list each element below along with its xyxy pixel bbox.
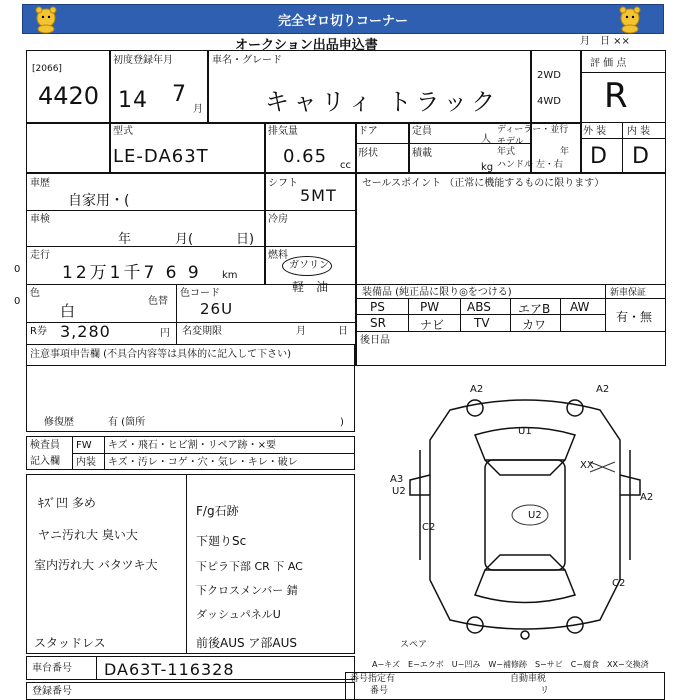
name-change-day: 日 bbox=[338, 326, 348, 337]
color-label: 色 bbox=[30, 288, 40, 299]
fuel-label: 燃料 bbox=[268, 250, 288, 261]
equip-navi: ナビ bbox=[420, 318, 445, 332]
color-code: 26U bbox=[200, 300, 234, 318]
interior-check-options: キズ・汚レ・コゲ・穴・気レ・キレ・破レ bbox=[108, 457, 298, 468]
diagram-mark-a2-top-right: A2 bbox=[596, 384, 610, 395]
model-value: LE-DA63T bbox=[113, 146, 209, 167]
remark-left-2: ヤニ汚れ大 臭い大 bbox=[38, 528, 138, 542]
sales-point-label: セールスポイント （正常に機能するものに限ります） bbox=[362, 178, 605, 189]
color-change-label: 色替 bbox=[148, 296, 168, 307]
recycle-value: 3,280 bbox=[60, 322, 111, 341]
drive-4wd: 4WD bbox=[537, 96, 561, 107]
inspection-month: 月( bbox=[175, 232, 194, 247]
reg-year: 14 bbox=[118, 88, 148, 113]
capacity-unit: 人 bbox=[481, 134, 491, 145]
equip-sr: SR bbox=[370, 316, 386, 330]
diagram-mark-u2-center: U2 bbox=[528, 510, 542, 521]
equip-airbag: エアB bbox=[518, 302, 551, 316]
top-banner bbox=[22, 4, 664, 34]
notes-label: 注意事項申告欄 (不具合内容等は具体的に記入して下さい) bbox=[30, 349, 291, 360]
remark-right-2: 下廻りSc bbox=[196, 534, 247, 548]
fw-label: FW bbox=[76, 440, 92, 451]
displacement-unit: cc bbox=[340, 160, 351, 171]
fuel-diesel: 軽 油 bbox=[292, 280, 329, 294]
car-damage-diagram bbox=[380, 380, 670, 650]
equip-ps: PS bbox=[370, 300, 385, 314]
car-name: キャリィ トラック bbox=[265, 88, 500, 116]
door-label: ドア bbox=[358, 126, 378, 137]
equip-leather: カワ bbox=[522, 318, 547, 332]
mileage-value: 12万1千7 6 9 bbox=[62, 263, 202, 283]
reg-month-unit: 月 bbox=[193, 104, 203, 115]
color-value: 白 bbox=[60, 302, 76, 320]
bottom-reg-label: 登録番号 bbox=[32, 686, 72, 697]
bottom-number-designated: 番号指定有 bbox=[350, 674, 396, 684]
diagram-mark-c2-right: C2 bbox=[612, 578, 626, 589]
inspection-label: 車検 bbox=[30, 214, 50, 225]
remark-right-5: ダッシュパネルU bbox=[196, 608, 281, 621]
load-unit: kg bbox=[481, 162, 494, 173]
use-value: 自家用・( bbox=[68, 193, 130, 209]
car-name-label: 車名・グレード bbox=[212, 55, 282, 66]
doc-title-date: 月 日 ×× bbox=[580, 36, 630, 47]
repair-history-label: 修復歴 bbox=[44, 417, 74, 428]
load-label: 積載 bbox=[412, 148, 432, 159]
color-code-label: 色コード bbox=[180, 288, 220, 299]
interior-label: 内 装 bbox=[627, 126, 651, 137]
shape-label: 形状 bbox=[358, 148, 378, 159]
mileage-margin-mark-1: 0 bbox=[14, 264, 21, 275]
diagram-mark-xx: XX bbox=[580, 460, 594, 471]
shift-label: シフト bbox=[268, 178, 298, 189]
fw-options: キズ・飛石・ヒビ割・リペア跡・×要 bbox=[108, 440, 276, 451]
studless-label: スタッドレス bbox=[34, 636, 106, 650]
banner-text: 完全ゼロ切りコーナー bbox=[277, 13, 408, 29]
equip-pw: PW bbox=[420, 300, 440, 314]
equip-abs: ABS bbox=[467, 300, 491, 314]
grade-label: 評 価 点 bbox=[590, 58, 627, 69]
diagram-mark-u2-left: U2 bbox=[392, 486, 406, 497]
lot-small-number: [2066] bbox=[32, 64, 62, 74]
damage-legend: A−キズ E−エクボ U−凹み W−補修跡 S−サビ C−腐食 XX−交換済 bbox=[372, 660, 649, 669]
mileage-unit: km bbox=[222, 270, 238, 281]
remark-right-4: 下クロスメンバー 錆 bbox=[196, 584, 298, 597]
diagram-mark-c2-left: C2 bbox=[422, 522, 436, 533]
interior-check-label: 内装 bbox=[76, 457, 96, 468]
model-year-label: モデル bbox=[497, 137, 524, 147]
new-warranty-label: 新車保証 bbox=[610, 288, 647, 298]
vin-value: DA63T-116328 bbox=[104, 660, 235, 679]
bear-mascot-icon bbox=[26, 4, 66, 34]
vin-label: 車台番号 bbox=[32, 663, 72, 674]
remark-left-3: 室内汚れ大 バタツキ大 bbox=[34, 558, 158, 572]
recycle-unit: 円 bbox=[160, 328, 170, 339]
bottom-ri: リ bbox=[540, 686, 550, 696]
bottom-car-tax: 自動車税 bbox=[510, 674, 547, 684]
name-change-month: 月 bbox=[296, 326, 306, 337]
diagram-mark-a2-top-left: A2 bbox=[470, 384, 484, 395]
interior-grade: D bbox=[632, 144, 649, 169]
equip-aw: AW bbox=[570, 300, 590, 314]
capacity-label: 定員 bbox=[412, 126, 432, 137]
diagram-mark-a3: A3 bbox=[390, 474, 404, 485]
new-warranty-value: 有・無 bbox=[616, 310, 653, 324]
equip-tv: TV bbox=[474, 316, 490, 330]
lot-number: 4420 bbox=[38, 82, 100, 110]
remark-right-3: 下ピラ下部 CR 下 AC bbox=[196, 560, 303, 573]
model-label: 型式 bbox=[113, 126, 133, 137]
repair-history-value: 有 (箇所 bbox=[108, 417, 146, 428]
mileage-label: 走行 bbox=[30, 250, 50, 261]
diagram-mark-spare: スペア bbox=[400, 640, 428, 650]
bottom-number: 番号 bbox=[370, 686, 389, 696]
diagram-mark-a2-right: A2 bbox=[640, 492, 654, 503]
grade-value: R bbox=[604, 76, 628, 116]
recycle-label: R券 bbox=[30, 326, 47, 337]
equipment-label: 装備品 (純正品に限り◎をつける) bbox=[362, 287, 512, 298]
reg-label: 初度登録年月 bbox=[113, 55, 173, 66]
diagram-mark-u1: U1 bbox=[518, 426, 532, 437]
use-label: 車歴 bbox=[30, 178, 50, 189]
inspection-year: 年 bbox=[118, 232, 132, 247]
displacement-value: 0.65 bbox=[283, 146, 328, 167]
bottom-left-box bbox=[26, 682, 355, 700]
displacement-label: 排気量 bbox=[268, 126, 298, 137]
shift-value: 5MT bbox=[300, 186, 337, 205]
remark-right-1: F/g石跡 bbox=[196, 504, 239, 518]
year-label: 年式 bbox=[497, 147, 516, 157]
exterior-grade: D bbox=[590, 144, 607, 169]
cooler-label: 冷房 bbox=[268, 214, 288, 225]
remark-left-1: ｷｽﾞ凹 多め bbox=[38, 496, 96, 510]
dealer-label: ディーラー・並行 bbox=[497, 125, 569, 135]
exterior-label: 外 装 bbox=[583, 126, 607, 137]
repair-history-close: ) bbox=[340, 417, 344, 428]
later-items-label: 後日品 bbox=[360, 335, 390, 346]
mileage-margin-mark-2: 0 bbox=[14, 296, 21, 307]
reg-month: 7 bbox=[172, 82, 187, 107]
inspector-label: 検査員 bbox=[30, 440, 60, 451]
year-unit: 年 bbox=[560, 147, 570, 157]
doc-title: オークション出品申込書 bbox=[235, 38, 378, 53]
handle-label: ハンドル 左・右 bbox=[497, 160, 563, 170]
inspection-day: 日) bbox=[236, 232, 255, 247]
studless-value: 前後AUS ア部AUS bbox=[196, 636, 298, 650]
fuel-gasoline: ガソリン bbox=[289, 260, 329, 271]
drive-2wd: 2WD bbox=[537, 70, 561, 81]
bear-mascot-icon bbox=[610, 4, 650, 34]
inspector-entry-label: 記入欄 bbox=[30, 456, 60, 467]
name-change-label: 名変期限 bbox=[182, 326, 222, 337]
